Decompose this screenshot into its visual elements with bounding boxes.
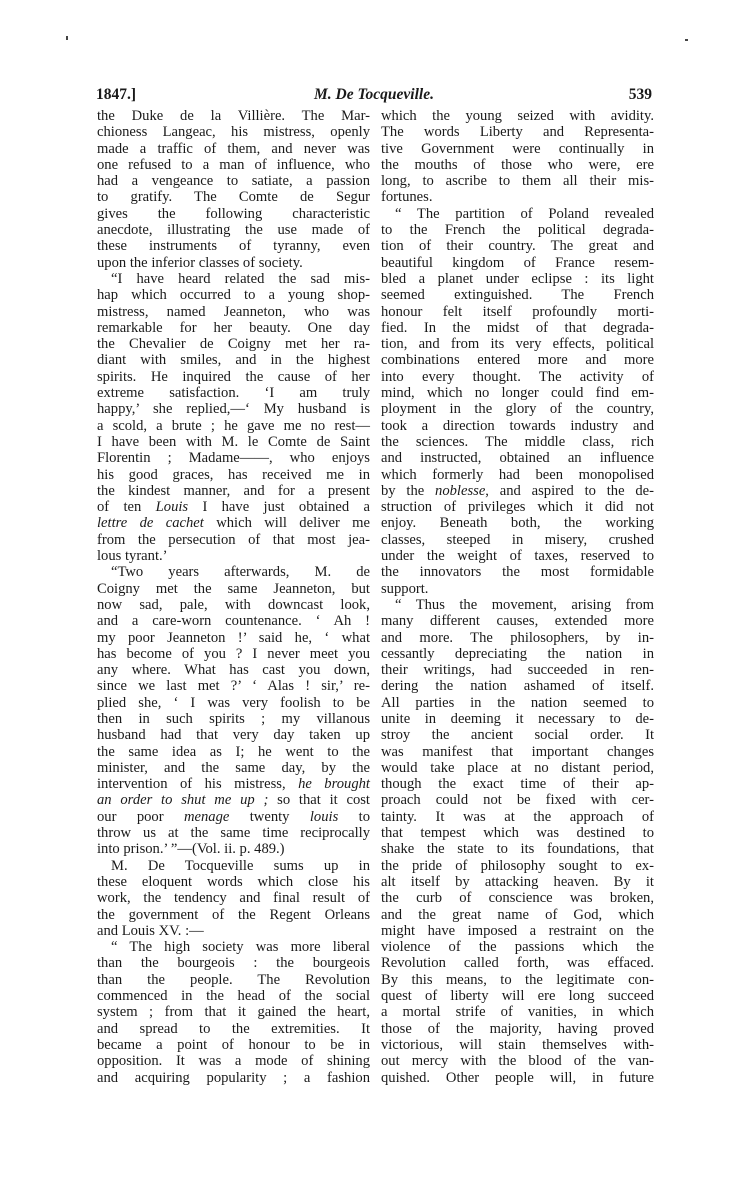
text-line: though the exact time of their ap-: [381, 776, 654, 793]
header-year: 1847.]: [96, 86, 137, 103]
text-line: the sciences. The middle class, rich: [381, 433, 654, 450]
text-line: and the great name of God, which: [381, 906, 654, 923]
text-line: “Two years afterwards, M. de: [111, 564, 370, 581]
text-line: opposition. It was a mode of shining: [97, 1053, 370, 1070]
text-line: work, the tendency and final result of: [97, 890, 370, 907]
text-line: became a point of honour to be in: [97, 1036, 370, 1053]
text-line: struction of privileges which it did not: [381, 499, 654, 516]
text-line: minister, and the same day, by the: [97, 759, 370, 776]
scan-speck: [685, 39, 688, 41]
text-line: the innovators the most formidable: [381, 564, 654, 581]
text-line: and a care-worn countenance. ‘ Ah !: [97, 613, 370, 630]
text-line: spirits. He inquired the cause of her: [97, 368, 370, 385]
text-line: an order to shut me up ; so that it cost: [97, 792, 370, 809]
text-line: system ; from that it gained the heart,: [97, 1004, 370, 1021]
text-line: which the young seized with avidity.: [381, 108, 654, 124]
text-line: tive Government were continually in: [381, 140, 654, 157]
text-line: my poor Jeanneton !’ said he, ‘ what: [97, 629, 370, 646]
text-line: anecdote, illustrating the use made of: [97, 222, 370, 239]
text-line: and acquiring popularity ; a fashion: [97, 1069, 370, 1086]
text-line: ployment in the glory of the country,: [381, 401, 654, 418]
text-line: might have imposed a restraint on the: [381, 922, 654, 939]
text-line: those of the majority, having proved: [381, 1020, 654, 1037]
text-line: than the people. The Revolution: [97, 971, 370, 988]
text-line: would take place at no distant period,: [381, 759, 654, 776]
text-line: remarkable for her beauty. One day: [97, 319, 370, 336]
text-line: combinations entered more and more: [381, 352, 654, 369]
italic-phrase: he brought: [298, 776, 370, 793]
text-line: the kindest manner, and for a present: [97, 482, 370, 499]
italic-phrase: lettre de cachet: [97, 515, 204, 532]
text-line: “I have heard related the sad mis-: [111, 270, 370, 287]
text-line: which formerly had been monopolised: [381, 466, 654, 483]
text-line: plied she, ‘ I was very foolish to be: [97, 694, 370, 711]
italic-phrase: Louis: [155, 499, 189, 516]
text-line: intervention of his mistress, he brought: [97, 776, 370, 793]
text-line: the pride of philosophy sought to ex-: [381, 857, 654, 874]
text-line: dering the nation ashamed of itself.: [381, 678, 654, 695]
text-line: beautiful kingdom of France resem-: [381, 254, 654, 271]
text-line: “ The partition of Poland revealed: [395, 205, 654, 222]
text-line: hap which occurred to a young shop-: [97, 287, 370, 304]
text-line: and Louis XV. :—: [97, 922, 204, 939]
text-line: from the persecution of that most jea-: [97, 531, 370, 548]
text-line: seemed extinguished. The French: [381, 287, 654, 304]
text-line: I have been with M. le Comte de Saint: [97, 433, 370, 450]
text-line: the Duke de la Villière. The Mar-: [97, 108, 370, 124]
text-line: quest of liberty will ere long succeed: [381, 988, 654, 1005]
text-line: these eloquent words which close his: [97, 873, 370, 890]
text-line: alt itself by attacking heaven. By it: [381, 873, 654, 890]
text-line: had a vengeance to satiate, a passion: [97, 173, 370, 190]
text-line: then in such spirits ; my villanous: [97, 710, 370, 727]
text-line: support.: [381, 580, 429, 597]
italic-phrase: louis: [309, 808, 339, 825]
text-line: lous tyrant.’: [97, 548, 168, 565]
text-line: their writings, had succeeded in ren-: [381, 662, 654, 679]
text-line: extreme satisfaction. ‘I am truly: [97, 385, 370, 402]
italic-phrase: an order to shut me up ;: [97, 792, 269, 809]
text-line: took a direction towards industry and: [381, 417, 654, 434]
text-line: our poor menage twenty louis to: [97, 808, 370, 825]
text-line: lettre de cachet which will deliver me: [97, 515, 370, 532]
text-line: upon the inferior classes of society.: [97, 254, 303, 271]
text-line: shake the state to its foundations, that: [381, 841, 654, 858]
text-line: tion, and from its very effects, political: [381, 336, 654, 353]
text-line: “ The high society was more liberal: [111, 939, 370, 956]
text-line: the Chevalier de Coigny met her ra-: [97, 336, 370, 353]
text-line: under the weight of taxes, reserved to: [381, 548, 654, 565]
left-column: [97, 108, 370, 1086]
text-line: a mortal strife of vanities, in which: [381, 1004, 654, 1021]
text-line: quished. Other people will, in future: [381, 1069, 654, 1086]
text-line: unite in deeming it necessary to de-: [381, 710, 654, 727]
text-line: was manifest that important changes: [381, 743, 654, 760]
text-line: enjoy. Beneath both, the working: [381, 515, 654, 532]
text-line: into prison.’ ”—(Vol. ii. p. 489.): [97, 841, 285, 858]
text-line: tion of their country. The great and: [381, 238, 654, 255]
text-line: husband had that very day taken up: [97, 727, 370, 744]
text-line: All parties in the nation seemed to: [381, 694, 654, 711]
text-line: the curb of conscience was broken,: [381, 890, 654, 907]
text-line: the same idea as I; he went to the: [97, 743, 370, 760]
text-line: fied. In the midst of that degrada-: [381, 319, 654, 336]
text-line: tainty. It was at the approach of: [381, 808, 654, 825]
italic-phrase: noblesse: [435, 482, 486, 499]
text-line: since we last met ?’ ‘ Alas ! sir,’ re-: [97, 678, 370, 695]
text-line: M. De Tocqueville sums up in: [111, 857, 370, 874]
text-line: the government of the Regent Orleans: [97, 906, 370, 923]
italic-phrase: menage: [183, 808, 230, 825]
text-line: long, to ascribe to them all their mis-: [381, 173, 654, 190]
text-line: Florentin ; Madame——, who enjoys: [97, 450, 370, 467]
text-line: into every thought. The activity of: [381, 368, 654, 385]
text-line: “ Thus the movement, arising from: [395, 596, 654, 613]
text-line: mind, which no longer could find em-: [381, 385, 654, 402]
text-line: violence of the passions which the: [381, 939, 654, 956]
text-line: bled a planet under eclipse : its light: [381, 270, 654, 287]
text-line: classes, steeped in misery, crushed: [381, 531, 654, 548]
text-line: diant with smiles, and in the highest: [97, 352, 370, 369]
text-line: victorious, will stain themselves with-: [381, 1036, 654, 1053]
text-line: of ten Louis I have just obtained a: [97, 499, 370, 516]
text-line: chioness Langeac, his mistress, openly: [97, 124, 370, 141]
text-line: throw us at the same time reciprocally: [97, 825, 370, 842]
text-line: cessantly depreciating the nation in: [381, 645, 654, 662]
running-title: M. De Tocqueville.: [314, 86, 434, 103]
text-line: his good graces, has received me in: [97, 466, 370, 483]
text-line: to the French the political degrada-: [381, 222, 654, 239]
text-line: has become of you ? I never meet you: [97, 645, 370, 662]
text-line: stroy the ancient social order. It: [381, 727, 654, 744]
text-line: Coigny met the same Jeanneton, but: [97, 580, 370, 597]
text-line: to gratify. The Comte de Segur: [97, 189, 370, 206]
scan-speck: [66, 36, 68, 40]
text-line: now sad, pale, with downcast look,: [97, 596, 370, 613]
text-line: many different causes, extended more: [381, 613, 654, 630]
text-line: the mouths of those who were, ere: [381, 156, 654, 173]
text-line: a scold, a brute ; he gave me no rest—: [97, 417, 370, 434]
page-number: 539: [628, 86, 652, 103]
text-line: that tempest which was destined to: [381, 825, 654, 842]
text-line: happy,’ she replied,—‘ My husband is: [97, 401, 370, 418]
text-line: made a traffic of them, and never was: [97, 140, 370, 157]
text-line: these instruments of tyranny, even: [97, 238, 370, 255]
text-line: honour felt itself profoundly morti-: [381, 303, 654, 320]
text-line: one refused to a man of influence, who: [97, 156, 370, 173]
text-line: out mercy with the blood of the van-: [381, 1053, 654, 1070]
text-line: By this means, to the legitimate con-: [381, 971, 654, 988]
text-line: than the bourgeois : the bourgeois: [97, 955, 370, 972]
text-line: The words Liberty and Representa-: [381, 124, 654, 141]
text-line: proach could not be fixed with cer-: [381, 792, 654, 809]
text-line: commenced in the head of the social: [97, 988, 370, 1005]
text-line: and spread to the extremities. It: [97, 1020, 370, 1037]
text-line: any where. What has cast you down,: [97, 662, 370, 679]
text-line: fortunes.: [381, 189, 433, 206]
text-line: Revolution called forth, was effaced.: [381, 955, 654, 972]
page-header: [96, 86, 652, 108]
text-line: gives the following characteristic: [97, 205, 370, 222]
right-column: [381, 108, 654, 1086]
text-line: and instructed, obtained an influence: [381, 450, 654, 467]
text-line: by the noblesse, and aspired to the de-: [381, 482, 654, 499]
text-line: mistress, named Jeanneton, who was: [97, 303, 370, 320]
text-line: and more. The philosophers, by in-: [381, 629, 654, 646]
